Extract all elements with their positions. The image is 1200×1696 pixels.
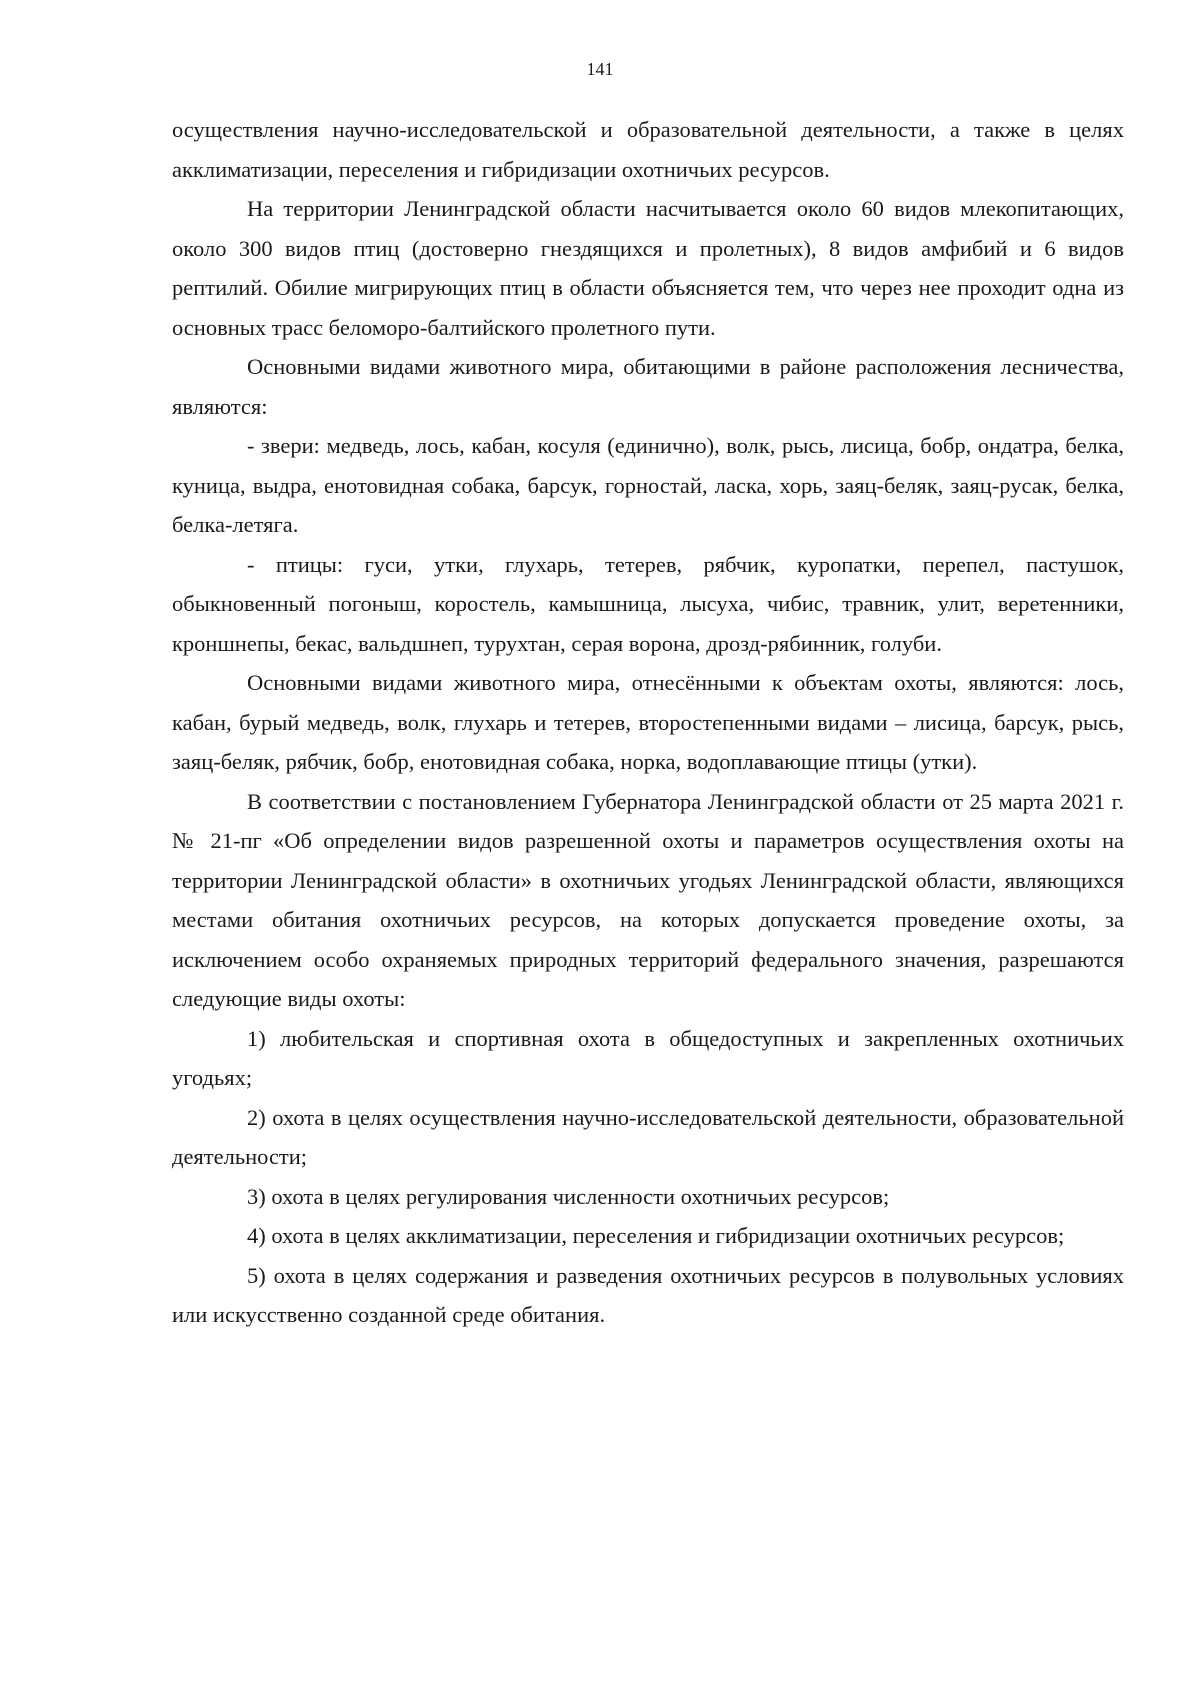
list-item-hunting-type-2: 2) охота в целях осуществления научно-исследовательской деятельности, образовательной деятельности;	[172, 1104, 1124, 1169]
page-number: 141	[586, 59, 614, 79]
list-item-hunting-type-1: 1) любительская и спортивная охота в общедоступных и закрепленных охотничьих угодьях;	[172, 1025, 1124, 1090]
paragraph-governor-decree: В соответствии с постановлением Губернатора Ленинградской области от 25 марта 2021 г. № 21-пг «Об определении видов разрешенной охоты и параметров осуществления охоты на территории Ленинградской области» в охотничьих угодьях Ленинградской области, являющихся местами обитания охотничьих ресурсов, на которых допускается проведение охоты, за исключением особо охраняемых природных территорий федерального значения, разрешаются следующие виды охоты:	[172, 788, 1124, 1011]
list-item-hunting-type-3: 3) охота в целях регулирования численности охотничьих ресурсов;	[247, 1183, 890, 1209]
list-item-hunting-type-4: 4) охота в целях акклиматизации, переселения и гибридизации охотничьих ресурсов;	[247, 1223, 1065, 1248]
paragraph-hunting-objects: Основными видами животного мира, отнесёнными к объектам охоты, являются: лось, кабан, бурый медведь, волк, глухарь и тетерев, второстепенными видами – лисица, барсук, рысь, заяц-беляк, рябчик, бобр, енотовидная собака, норка, водоплавающие птицы (утки).	[172, 670, 1124, 774]
paragraph-species-count: На территории Ленинградской области насчитывается около 60 видов млекопитающих, около 300 видов птиц (достоверно гнездящихся и пролетных), 8 видов амфибий и 6 видов рептилий. Обилие мигрирующих птиц в области объясняется тем, что через нее проходит одна из основных трасс беломоро-балтийского пролетного пути.	[172, 196, 1124, 340]
paragraph-continuation: осуществления научно-исследовательской и образовательной деятельности, а также в целях акклиматизации, переселения и гибридизации охотничьих ресурсов.	[172, 117, 1124, 182]
paragraph-birds-list: - птицы: гуси, утки, глухарь, тетерев, рябчик, куропатки, перепел, пастушок, обыкновенный погоныш, коростель, камышница, лысуха, чибис, травник, улит, веретенники, кроншнепы, бекас, вальдшнеп, турухтан, серая ворона, дрозд-рябинник, голуби.	[172, 551, 1124, 656]
list-item-hunting-type-5: 5) охота в целях содержания и разведения охотничьих ресурсов в полувольных условиях или искусственно созданной среде обитания.	[172, 1262, 1124, 1327]
paragraph-mammals-list: - звери: медведь, лось, кабан, косуля (единично), волк, рысь, лисица, бобр, ондатра, белка, куница, выдра, енотовидная собака, барсук, горностай, ласка, хорь, заяц-беляк, заяц-русак, белка, белка-летяга.	[172, 433, 1124, 537]
body-text	[172, 110, 1124, 1335]
paragraph-main-species-intro: Основными видами животного мира, обитающими в районе расположения лесничества, являются:	[172, 354, 1124, 419]
